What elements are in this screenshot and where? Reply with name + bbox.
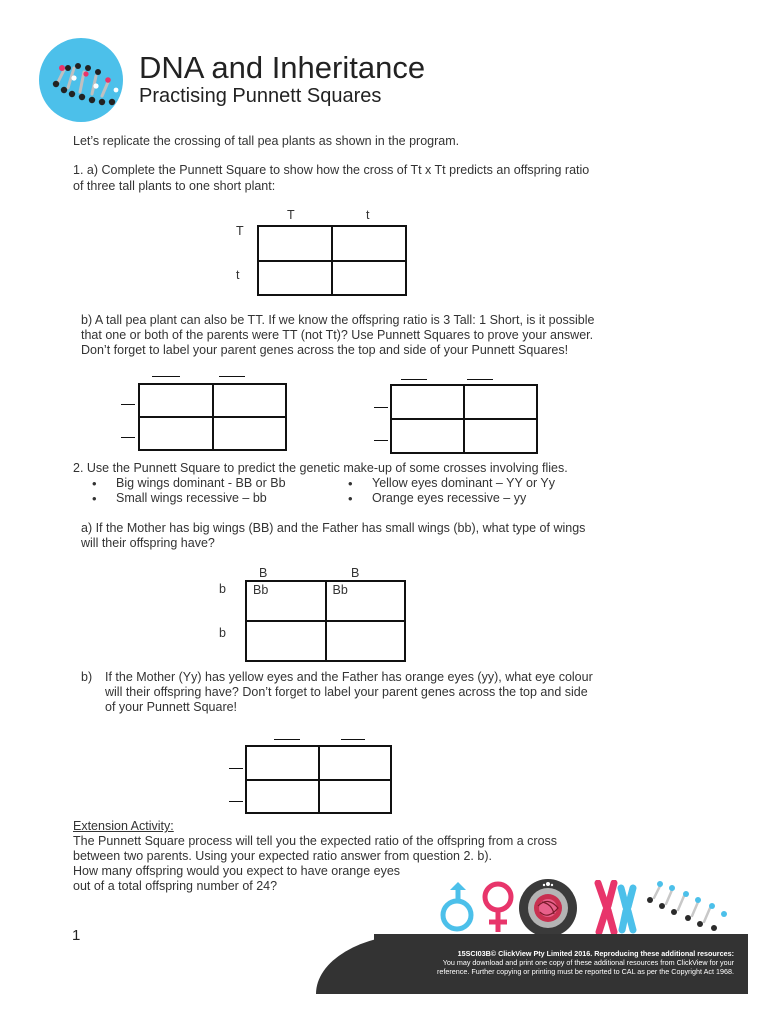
q2a-top-gene-2: B [351,566,360,580]
punnett-cell[interactable] [246,746,319,780]
q1a-side-gene-2: t [236,268,240,282]
extension-line2: between two parents. Using your expected ratio answer from question 2. b). [73,849,492,863]
q2b-label: b) [81,670,93,684]
gene-blank-top[interactable] [274,739,300,740]
q1b-line3: Don’t forget to label your parent genes across the top and side of your Punnett Squares! [81,343,569,357]
q1b-punnett-square-left[interactable] [138,383,287,451]
gene-blank-top[interactable] [467,379,493,380]
gene-blank-side[interactable] [121,437,135,438]
punnett-cell[interactable] [326,581,406,621]
q1a-top-gene-2: t [366,208,370,222]
gene-blank-top[interactable] [219,376,245,377]
female-symbol-icon [478,880,518,934]
q2-bullets-left [92,476,286,506]
q2b-punnett-square[interactable] [245,745,392,814]
punnett-cell[interactable] [319,746,392,780]
punnett-cell[interactable] [139,417,213,450]
punnett-cell[interactable] [332,261,406,296]
q2a-line1: a) If the Mother has big wings (BB) and the Father has small wings (bb), what type of wings [81,521,586,535]
punnett-cell[interactable] [246,581,326,621]
q2-intro: 2. Use the Punnett Square to predict the genetic make-up of some crosses involving flies. [73,461,568,475]
punnett-cell[interactable] [391,385,464,419]
punnett-cell[interactable] [246,780,319,814]
q2a-top-gene-1: B [259,566,268,580]
male-symbol-icon [438,882,480,934]
gene-blank-side[interactable] [229,768,243,769]
extension-line1: The Punnett Square process will tell you the expected ratio of the offspring from a cross [73,834,558,848]
page-title: DNA and Inheritance [139,50,426,85]
gene-blank-side[interactable] [374,407,388,408]
punnett-cell[interactable] [213,384,287,417]
punnett-cell[interactable] [213,417,287,450]
q1a-side-gene-1: T [236,224,244,238]
page-subtitle: Practising Punnett Squares [139,85,382,107]
gene-blank-side[interactable] [229,801,243,802]
q1b-line2: that one or both of the parents were TT (not Tt)? Use Punnett Squares to prove your answer. [81,328,594,342]
list-item: • Small wings recessive – bb [92,491,286,506]
punnett-cell[interactable] [464,419,537,453]
gene-blank-side[interactable] [374,440,388,441]
cell-icon [518,878,578,938]
q1b-punnett-square-right[interactable] [390,384,538,454]
q2a-side-gene-2: b [219,626,226,640]
gene-blank-top[interactable] [152,376,180,377]
q2b-line1: If the Mother (Yy) has yellow eyes and the Father has orange eyes (yy), what eye colour [105,670,593,684]
dna-strand-icon [640,878,732,934]
extension-line3: How many offspring would you expect to have orange eyes [73,864,401,878]
punnett-cell[interactable] [258,261,332,296]
q1a-line2: of three tall plants to one short plant: [73,179,276,193]
footer-text-line3: reference. Further copying or printing must be reported to CAL as per the Copyright Act 1968. [437,967,734,976]
q2b-line3: of your Punnett Square! [105,700,238,714]
intro-text: Let’s replicate the crossing of tall pea plants as shown in the program. [73,134,460,148]
gene-blank-top[interactable] [401,379,427,380]
q1a-top-gene-1: T [287,208,295,222]
punnett-cell[interactable] [319,780,392,814]
extension-line4: out of a total offspring number of 24? [73,879,278,893]
punnett-cell[interactable] [326,621,406,661]
q1b-line1: b) A tall pea plant can also be TT. If we know the offspring ratio is 3 Tall: 1 Short, is it possible [81,313,595,327]
punnett-cell[interactable] [258,226,332,261]
punnett-cell[interactable] [391,419,464,453]
punnett-cell[interactable] [139,384,213,417]
list-item: • Yellow eyes dominant – YY or Yy [348,476,555,491]
punnett-cell[interactable] [246,621,326,661]
dna-logo-icon [38,38,124,122]
chromosome-icon [588,880,638,936]
q2a-punnett-square[interactable] [245,580,406,662]
cell-value: Bb [253,583,269,597]
q1a-punnett-square[interactable] [257,225,407,296]
page-number: 1 [72,927,81,944]
gene-blank-top[interactable] [341,739,365,740]
list-item: • Big wings dominant - BB or Bb [92,476,286,491]
list-item: • Orange eyes recessive – yy [348,491,555,506]
cell-value: Bb [332,583,348,597]
q1a-line1: 1. a) Complete the Punnett Square to show how the cross of Tt x Tt predicts an offspring ratio [73,163,590,177]
q2-bullets-right [348,476,555,506]
q2a-line2: will their offspring have? [81,536,215,550]
footer-text-line2: You may download and print one copy of these additional resources from ClickView for your [442,958,734,967]
gene-blank-side[interactable] [121,404,135,405]
q2a-side-gene-1: b [219,582,226,596]
extension-heading: Extension Activity: [73,819,174,833]
q2b-line2: will their offspring have? Don’t forget to label your parent genes across the top and side [105,685,588,699]
punnett-cell[interactable] [464,385,537,419]
punnett-cell[interactable] [332,226,406,261]
footer-copyright: 15SCI03B© ClickView Pty Limited 2016. Reproducing these additional resources: [457,949,734,958]
